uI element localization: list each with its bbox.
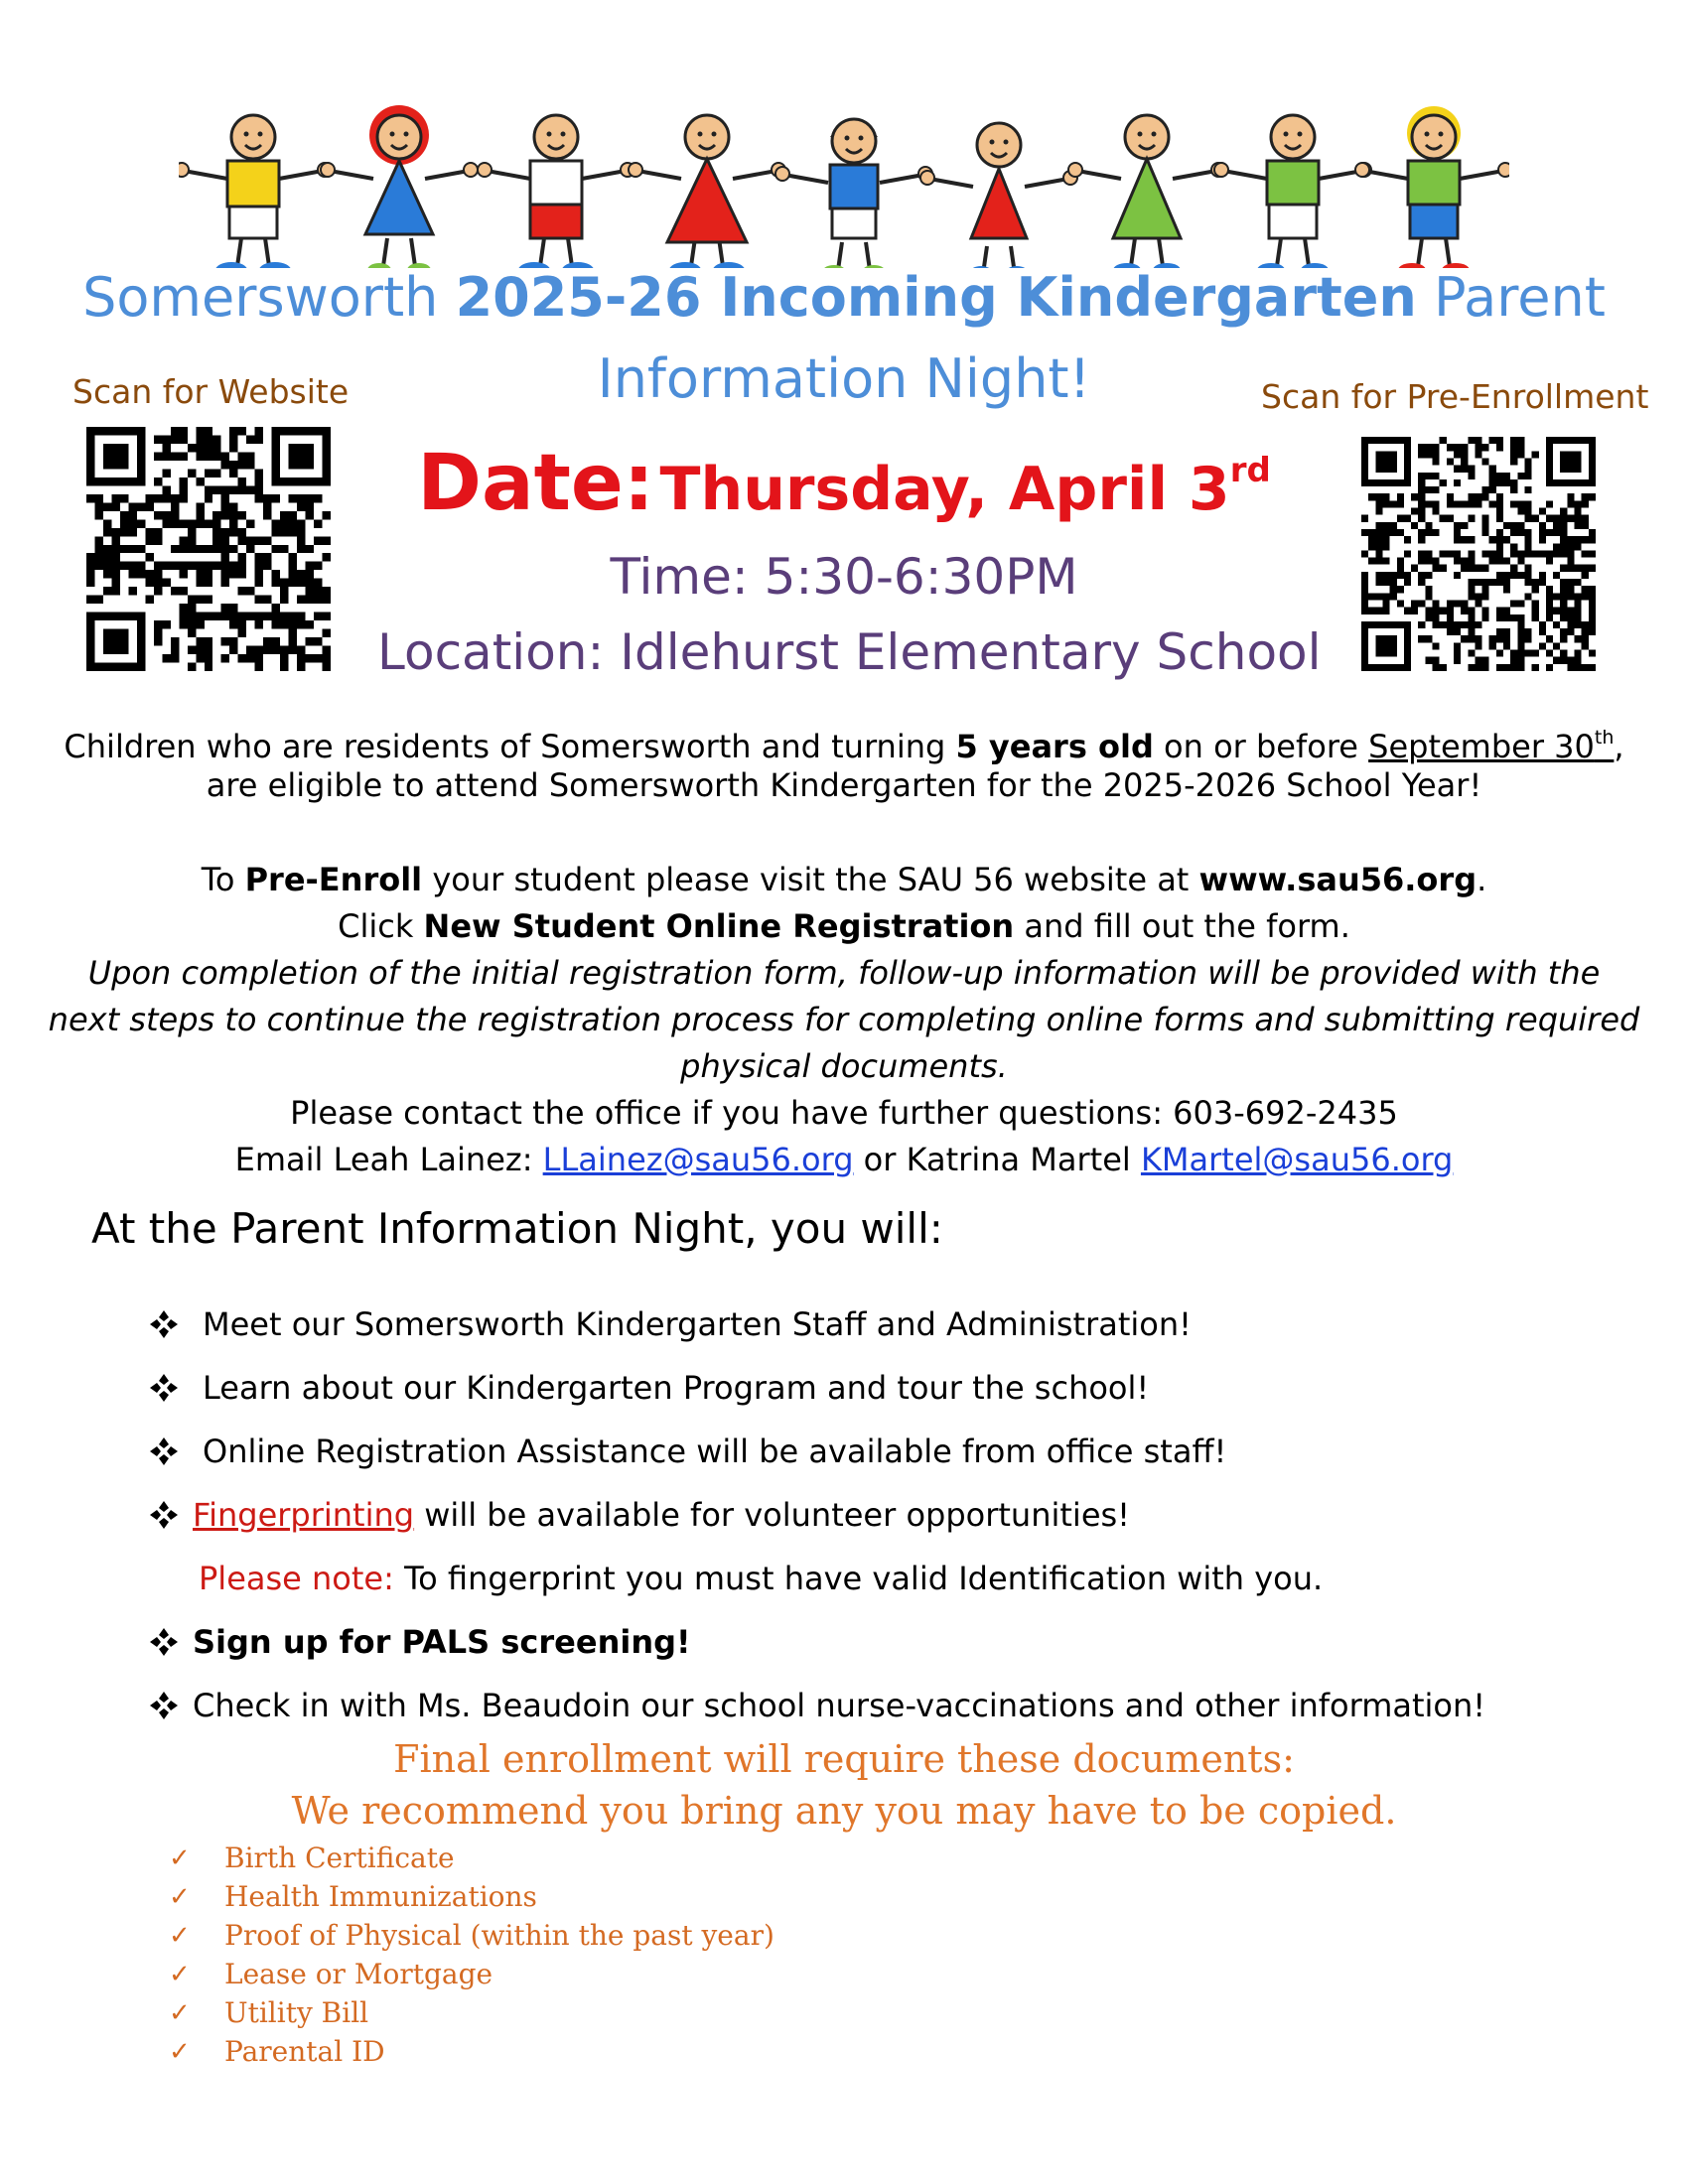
list-item (149, 1610, 1638, 1674)
text-bold: New Student Online Registration (423, 907, 1015, 945)
list-item (149, 1483, 1638, 1547)
list-item-text: Online Registration Assistance will be available from office staff! (203, 1433, 1227, 1470)
list-item-text (193, 1496, 1130, 1534)
fingerprint-note (149, 1547, 1638, 1610)
title-emphasis: 2025-26 Incoming Kindergarten (455, 266, 1417, 329)
checkmark-icon: ✓ (169, 1997, 191, 2028)
checkmark-icon: ✓ (169, 1843, 191, 1873)
kid-figure (1068, 115, 1225, 268)
text: , (1614, 728, 1624, 765)
email-line (0, 1137, 1688, 1183)
text: on or before (1153, 728, 1369, 765)
title-part: Parent (1416, 266, 1606, 329)
list-item (149, 1674, 1638, 1737)
contact-line: Please contact the office if you have further questions: 603-692-2435 (290, 1094, 1398, 1132)
qr-website-label: Scan for Website (72, 372, 350, 411)
text-bold: Pre-Enroll (244, 861, 423, 898)
text: and fill out the form. (1014, 907, 1350, 945)
text-bold: 5 years old (955, 728, 1154, 765)
diamond-bullet-icon (149, 1436, 179, 1466)
activity-list (149, 1293, 1638, 1737)
text: To (201, 861, 245, 898)
enroll-line-2 (0, 903, 1688, 950)
enroll-italic-1: Upon completion of the initial registration form, follow-up information will be provided with the (87, 954, 1601, 992)
checkmark-icon: ✓ (169, 1920, 191, 1951)
enroll-italic-3: physical documents. (680, 1047, 1008, 1085)
page-title (0, 266, 1688, 329)
text: Children who are residents of Somersworth and turning (64, 728, 956, 765)
checkmark-icon: ✓ (169, 1959, 191, 1989)
email-link-martel[interactable]: KMartel@sau56.org (1140, 1141, 1454, 1178)
document-label: Health Immunizations (224, 1880, 537, 1913)
final-enrollment-heading: Final enrollment will require these documents: (393, 1737, 1295, 1781)
list-item (149, 1356, 1638, 1420)
document-label: Birth Certificate (224, 1842, 455, 1874)
date-value-text: Thursday, April 3 (659, 455, 1230, 524)
enroll-line-1 (0, 857, 1688, 903)
text: Email Leah Lainez: (234, 1141, 543, 1178)
diamond-bullet-icon (149, 1500, 179, 1530)
document-label: Parental ID (224, 2035, 385, 2068)
text: September 30 (1368, 728, 1595, 765)
qr-preenroll-label: Scan for Pre-Enrollment (1261, 377, 1649, 416)
diamond-bullet-icon (149, 1691, 179, 1720)
kid-figure (920, 123, 1077, 268)
document-item (169, 1877, 774, 1916)
section-heading: At the Parent Information Night, you will: (91, 1204, 943, 1253)
date-value (659, 451, 1271, 524)
note-label: Please note: (199, 1560, 394, 1597)
note-text (199, 1560, 1323, 1597)
enroll-italic-2: next steps to continue the registration process for completing online forms and submitting required (48, 1001, 1640, 1038)
document-item (169, 1916, 774, 1955)
kid-figure (321, 105, 478, 268)
final-enrollment-subheading: We recommend you bring any you may have to be copied. (291, 1789, 1397, 1833)
document-item (169, 1839, 774, 1877)
list-item-text: Check in with Ms. Beaudoin our school nurse-vaccinations and other information! (193, 1687, 1486, 1724)
text-sup: th (1594, 727, 1615, 749)
document-label: Proof of Physical (within the past year) (224, 1919, 774, 1952)
text: will be available for volunteer opportunities! (414, 1496, 1130, 1534)
checkmark-icon: ✓ (169, 1881, 191, 1912)
date-label: Date: (417, 439, 654, 528)
kid-figure (1214, 115, 1371, 268)
kid-figure (478, 115, 634, 268)
kids-banner-illustration (179, 99, 1509, 268)
kid-figure (775, 119, 932, 268)
diamond-bullet-icon (149, 1309, 179, 1339)
kid-figure (629, 115, 785, 268)
list-item-text: Sign up for PALS screening! (193, 1623, 691, 1661)
text: your student please visit the SAU 56 website at (422, 861, 1199, 898)
document-label: Utility Bill (224, 1996, 369, 2029)
cutoff-date (1368, 728, 1614, 765)
text: To fingerprint you must have valid Identification with you. (393, 1560, 1324, 1597)
document-item (169, 1993, 774, 2032)
title-part: Somersworth (82, 266, 456, 329)
email-link-lainez[interactable]: LLainez@sau56.org (542, 1141, 854, 1178)
fingerprinting-link[interactable]: Fingerprinting (193, 1496, 415, 1534)
text: Click (338, 907, 424, 945)
event-date (298, 439, 1390, 528)
page-title-line2: Information Night! (597, 347, 1091, 410)
list-item (149, 1293, 1638, 1356)
document-label: Lease or Mortgage (224, 1958, 493, 1990)
eligibility-line-2: are eligible to attend Somersworth Kindergarten for the 2025-2026 School Year! (206, 766, 1482, 804)
list-item-text: Learn about our Kindergarten Program and tour the school! (203, 1369, 1150, 1407)
event-time: Time: 5:30-6:30PM (610, 548, 1078, 606)
document-item (169, 1955, 774, 1993)
website-url[interactable]: www.sau56.org (1198, 861, 1477, 898)
diamond-bullet-icon (149, 1373, 179, 1403)
kid-figure (179, 115, 332, 268)
documents-checklist (169, 1839, 774, 2071)
kid-figure (1355, 106, 1509, 268)
list-item-text: Meet our Somersworth Kindergarten Staff and Administration! (203, 1305, 1192, 1343)
event-location: Location: Idlehurst Elementary School (377, 623, 1322, 681)
diamond-bullet-icon (149, 1627, 179, 1657)
document-item (169, 2032, 774, 2071)
date-suffix: rd (1229, 451, 1271, 490)
text: or Katrina Martel (853, 1141, 1141, 1178)
list-item (149, 1420, 1638, 1483)
text: . (1477, 861, 1487, 898)
checkmark-icon: ✓ (169, 2036, 191, 2067)
